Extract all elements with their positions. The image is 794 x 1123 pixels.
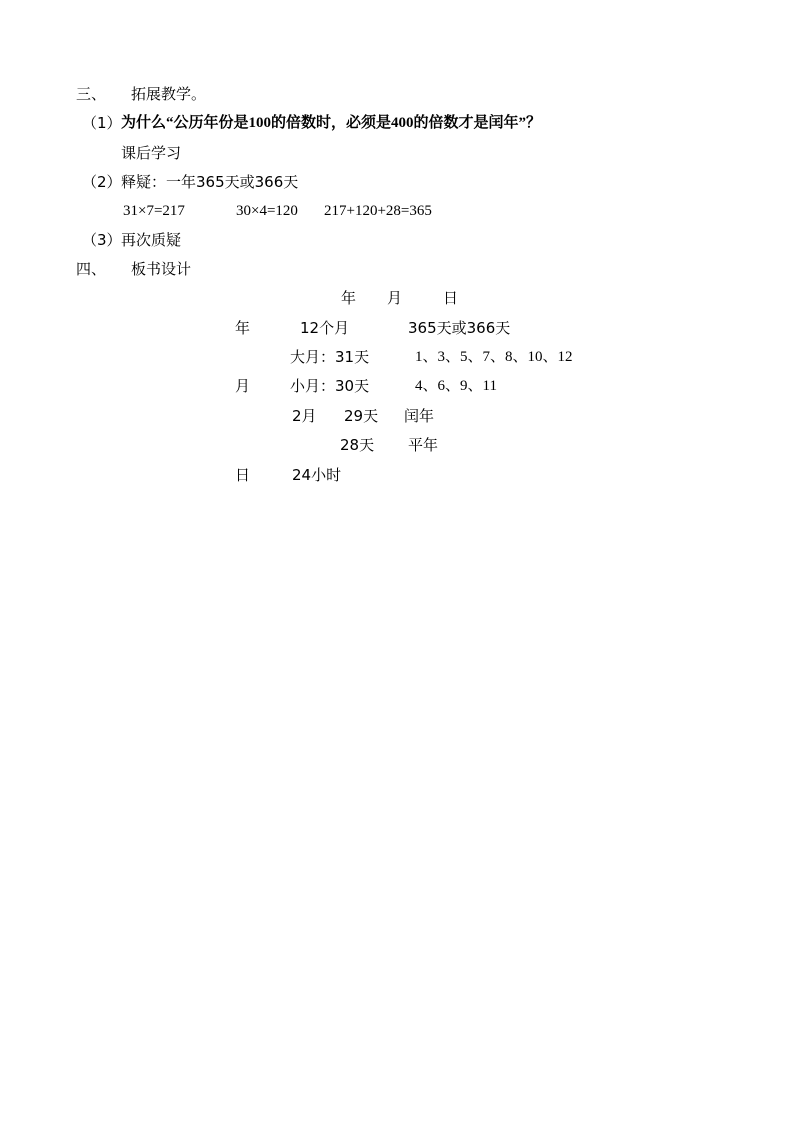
board-day-hours: 24小时 [292,466,342,484]
section-title: 板书设计 [131,260,192,278]
item-text: 课后学习 [121,144,182,162]
calculation: 31×7=217 [123,203,185,219]
board-day-label: 日 [235,466,251,484]
calculation: 30×4=120 [236,203,298,219]
board-header-year: 年 [341,289,357,307]
board-february: 2月 [292,407,317,425]
board-year-days: 365天或366天 [408,319,511,337]
board-feb-common-days: 28天 [340,436,375,454]
board-big-month: 大月：31天 [290,348,370,366]
board-small-month-list: 4、6、9、11 [415,378,497,394]
section-title: 拓展教学。 [131,85,207,103]
item-text: 释疑：一年365天或366天 [121,173,299,191]
item-number: （1） [82,114,122,132]
board-year-months: 12个月 [300,319,350,337]
item-text: 再次质疑 [121,231,182,249]
board-small-month: 小月：30天 [290,377,370,395]
question-text: 为什么“公历年份是100的倍数时，必须是400的倍数才是闰年”？ [121,115,542,131]
section-number: 四、 [76,260,107,278]
board-header-day: 日 [443,289,459,307]
section-number: 三、 [76,85,107,103]
board-year-label: 年 [235,319,251,337]
board-common-year: 平年 [408,436,439,454]
board-leap-year: 闰年 [404,407,435,425]
board-feb-leap-days: 29天 [344,407,379,425]
calculation: 217+120+28=365 [324,203,432,219]
item-number: （3） [82,231,122,249]
board-header-month: 月 [387,289,403,307]
item-number: （2） [82,173,122,191]
board-big-month-list: 1、3、5、7、8、10、12 [415,349,573,365]
board-month-label: 月 [235,377,251,395]
